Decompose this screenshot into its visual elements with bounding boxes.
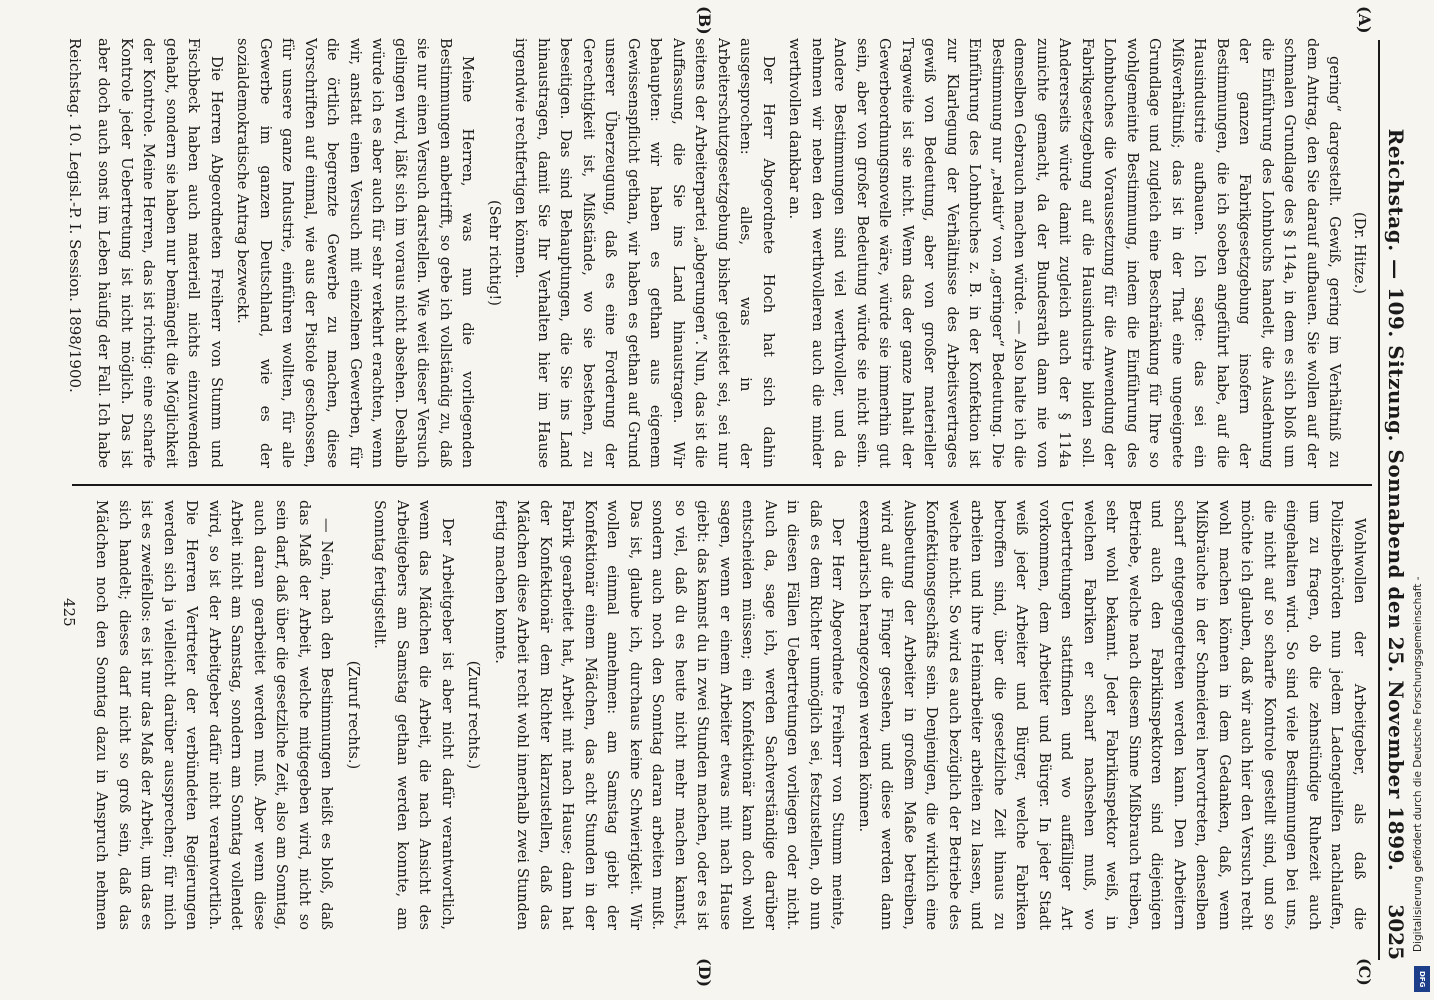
page-title: Reichstag. — 109. Sitzung. Sonnabend den 25. November 1899.	[1384, 128, 1408, 872]
paragraph: Der Herr Abgeordnete Hoch hat sich dahin ausgesprochen: alles, was in der Arbeiterschutzgesetzgebung bisher geleistet sei, sei nur seitens der Arbeiterpartei „abgerungen“. Nun, das ist die Auffassung, die Sie ins Land hinaustragen. Wir behaupten: wir haben es gethan aus eigenem Gewissenspflicht gethan, wir haben es gethan auf Grund unserer Überzeugung, daß es eine Forderung der Gerechtigkeit ist, Mißstände, wo sie bestehen, zu beseitigen. Das sind Behauptungen, die Sie ins Land hinaustragen, damit Sie Ihr Verhalten hier im Hause irgendwie rechtfertigen können.	[512, 38, 777, 468]
interjection: (Sehr richtig!)	[486, 200, 503, 306]
paragraph: Meine Herren, was nun die vorliegenden Bestimmungen anbetrifft, so gebe ich vollständig zu, daß sie nur einen Versuch darstellen. Wie weit dieser Versuch gelingen wird, läßt sich im voraus nicht absehen. Deshalb würde ich es aber auch für sehr verkehrt erachten, wenn wir, anstatt einen Versuch mit einzelnen Gewerben, für die örtlich begrenzte Gewerbe zu machen, diese Vorschriften auf einmal, wie aus der Pistole geschossen, für unsere ganze Industrie, einführen wollten, für alle Gewerbe im ganzen Deutschland, wie es der sozialdemokratische Antrag bezweckt.	[234, 38, 477, 468]
page-number: 3025	[1384, 904, 1408, 960]
paragraph: Der Herr Abgeordnete Freiherr von Stumm meinte, daß es dem Richter unmöglich sei, festzustellen, ob nun in diesen Fällen Uebertretungen vorliegen oder nicht. Auch da, sage ich, werden Sachverständige darüber entscheiden müssen; ein Konfektionär kann doch wohl sagen, wenn er einem Arbeiter etwas mit nach Hause giebt: das kannst du in zwei Stunden machen, oder es ist so viel, daß du es heute nicht mehr machen kannst, sondern auch noch den Sonntag daran arbeiten mußt. Das ist, glaube ich, durchaus keine Schwierigkeit. Wir wollen einmal annehmen: am Samstag giebt der Konfektionär einem Mädchen, das acht Stunden in der Fabrik gearbeitet hat, Arbeit mit nach Hause; dann hat der Konfektionär dem Richter klarzustellen, daß das Mädchen diese Arbeit recht wohl innerhalb zwei Stunden fertig machen konnte.	[492, 500, 847, 930]
column-divider	[72, 484, 1372, 486]
paragraph: Der Arbeitgeber ist aber nicht dafür verantwortlich, wenn das Mädchen die Arbeit, die nach Ansicht des Arbeitgebers am Samstag gethan werden konnte, am Sonntag fertigstellt.	[371, 500, 456, 930]
interjection: (Zuruf rechts.)	[465, 660, 483, 770]
paragraph: Wohlwollen der Arbeitgeber, als daß die Polizeibehörden nun jedem Ladengehilfen nachlaufen, um zu fragen, ob die zehnstündige Ruhezeit auch eingehalten wird. So sind viele Bestimmungen bei uns, die nicht auf so scharfe Kontrole gestellt sind, und so möchte ich glauben, daß wir auch hier den Versuch recht wohl machen können in dem Gedanken, daß, wenn Mißbräuche in der Schneiderei hervortreten, denselben scharf entgegengetreten werden kann. Den Arbeitern und auch den Fabrikinspektoren sind diejenigen Betriebe, welche nach diesem Sinne Mißbrauch treiben, sehr wohl bekannt. Jeder Fabrikinspektor weiß, in welchen Fabriken er scharf nachsehen muß, wo Uebertretungen stattfinden und wo auffälliger Art vorkommen, dem Arbeiter und Bürger. In jeder Stadt weiß jeder Arbeiter und Bürger, welche Fabriken betroffen sind, über die gesetzliche Zeit hinaus zu arbeiten und ihre Heimarbeiter arbeiten zu lassen, und welche nicht. So wird es auch bezüglich der Betriebe des Konfektionsgeschäfts sein. Denjenigen, die wirklich eine Ausbeutung der Arbeiter in großem Maße betreiben, wird auf die Finger gesehen, und diese werden dann exemplarisch herangezogen werden können.	[856, 500, 1368, 930]
interjection: (Zuruf rechts.)	[345, 660, 362, 770]
footer-folio: 425	[60, 598, 78, 627]
paragraph: — Nein, nach den Bestimmungen heißt es bloß, daß das Maß der Arbeit, welche mitgegeben wird, nicht so sein darf, daß über die gesetzliche Zeit, also am Sonntag, auch daran gearbeitet werden muß. Aber wenn diese Arbeit nicht am Samstag, sondern am Sonntag vollendet wird, so ist der Arbeitgeber dafür nicht verantwortlich. Die Herren Vertreter der verbündeten Regierungen werden sich ja vielleicht darüber aussprechen; für mich ist es zweifellos: es ist nur das Maß der Arbeit, um das es sich handelt; dieses darf nicht so groß sein, daß das Mädchen noch den Sonntag dazu in Anspruch nehmen	[93, 500, 336, 930]
left-text-column	[90, 38, 1370, 468]
paragraph: gering“ dargestellt. Gewiß, gering im Verhältniß zu dem Antrag, den Sie darauf aufbauen. Sie wollen auf der schmalen Grundlage des § 114a, in dem es sich bloß um die Einführung des Lohnbuchs handelt, die Ausdehnung der ganzen Fabrikgesetzgebung insofern der Bestimmungen, die ich soeben angeführt habe, auf die Hausindustrie aufbauen. Ich sagte: das sei ein Mißverhältniß; das ist in der That eine ungeeignete Grundlage und zugleich eine Beschränkung für Ihre so wohlgemeinte Bestimmung, indem die Einführung des Lohnbuches die Voraussetzung für die Anwendung der Fabrikgesetzgebung auf die Hausindustrie bilden soll. Andererseits würde damit zugleich auch der § 114a zunichte gemacht, da der Bundesrath dann nie von demselben Gebrauch machen würde. — Also halte ich die Bestimmung nur „relativ“ von „geringer“ Bedeutung. Die Einführung des Lohnbuches z. B. in der Konfektion ist zur Klarlegung der Verhältnisse des Arbeitsvertrages gewiß von Bedeutung, aber von großer materieller Tragweite ist sie nicht. Wenn das der ganze Inhalt der Gewerbeordnungsnovelle wäre, würde sie immerhin gut sein, aber von großer Bedeutung würde sie nicht sein. Andere Bestimmungen sind viel werthvoller, und da nehmen wir neben den werthvolleren auch die minder werthvollen dankbar an.	[786, 38, 1344, 468]
margin-marker-d: (D)	[695, 958, 714, 988]
margin-marker-a: (A)	[1355, 6, 1374, 34]
funding-notice: Digitalisierung gefördert durch die Deutsche Forschungsgemeinschaft -	[1412, 576, 1424, 952]
margin-marker-c: (C)	[1355, 958, 1374, 986]
right-text-column	[90, 500, 1370, 930]
dfg-logo: DFG	[1414, 966, 1430, 992]
funding-notice-strip	[1412, 0, 1432, 1000]
speaker-name: (Dr. Hitze.)	[1351, 212, 1368, 294]
footer-note: Reichstag. 10. Legisl.-P. I. Session. 1898/1900.	[66, 38, 84, 393]
paragraph: Die Herren Abgeordneten Freiherr von Stumm und Fischbeck haben auch materiell nichts einzuwenden gehabt, sondern sie haben nur bemängelt die Möglichkeit der Kontrole. Meine Herren, das ist richtig: eine scharfe Kontrole jeder Uebertretung ist nicht möglich. Das ist aber doch auch sonst im Leben häufig der Fall. Ich habe	[95, 38, 225, 468]
page-footer	[54, 38, 84, 958]
margin-marker-b: (B)	[695, 6, 714, 35]
